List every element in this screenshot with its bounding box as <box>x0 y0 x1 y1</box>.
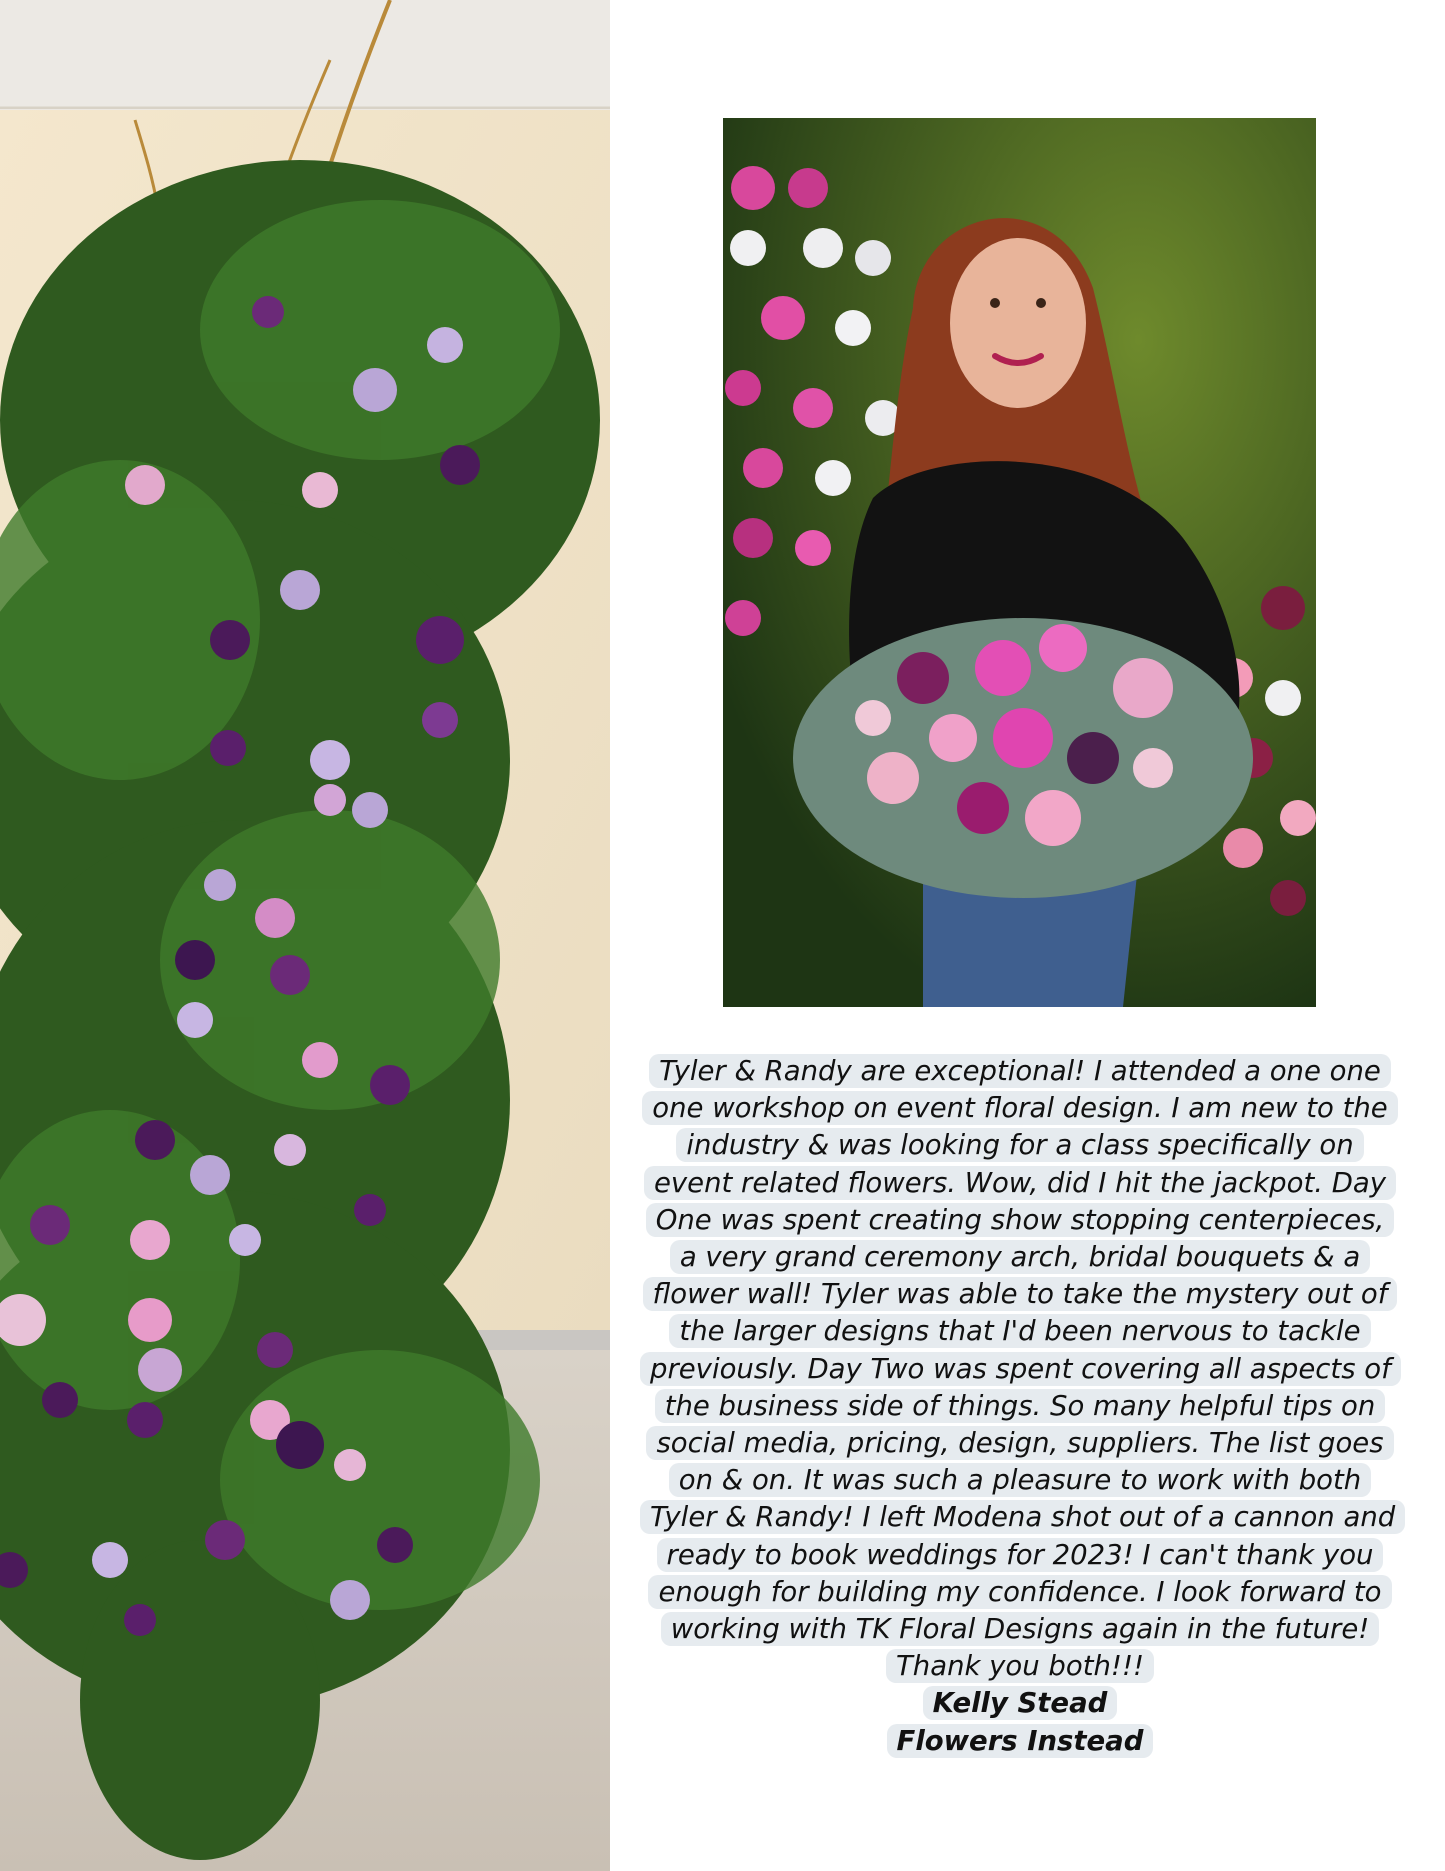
author-name-text: Kelly Stead <box>923 1686 1118 1720</box>
floral-column-photo <box>0 0 610 1871</box>
testimonial-author-name <box>640 1685 1400 1722</box>
testimonial-quote <box>640 1053 1400 1685</box>
author-company-text: Flowers Instead <box>887 1724 1154 1758</box>
floral-column-illustration <box>0 0 610 1871</box>
portrait-photo <box>723 118 1316 1007</box>
testimonial-author-company <box>640 1723 1400 1760</box>
portrait-illustration <box>723 118 1316 1007</box>
testimonial <box>640 1053 1400 1760</box>
testimonial-quote-text: Tyler & Randy are exceptional! I attended a one one one workshop on event floral design. I am new to the industry & was looking for a class specifically on event related flowers. Wow, did I hit the jackpot. Day One was spent creating show stopping centerpieces, a very grand ceremony arch, bridal bouquets & a flower wall! Tyler was able to take the mystery out of the larger designs that I'd been nervous to tackle previously. Day Two was spent covering all aspects of the business side of things. So many helpful tips on social media, pricing, design, suppliers. The list goes on & on. It was such a pleasure to work with both Tyler & Randy! I left Modena shot out of a cannon and ready to book weddings for 2023! I can't thank you enough for building my confidence. I look forward to working with TK Floral Designs again in the future! Thank you both!!! <box>640 1054 1405 1683</box>
